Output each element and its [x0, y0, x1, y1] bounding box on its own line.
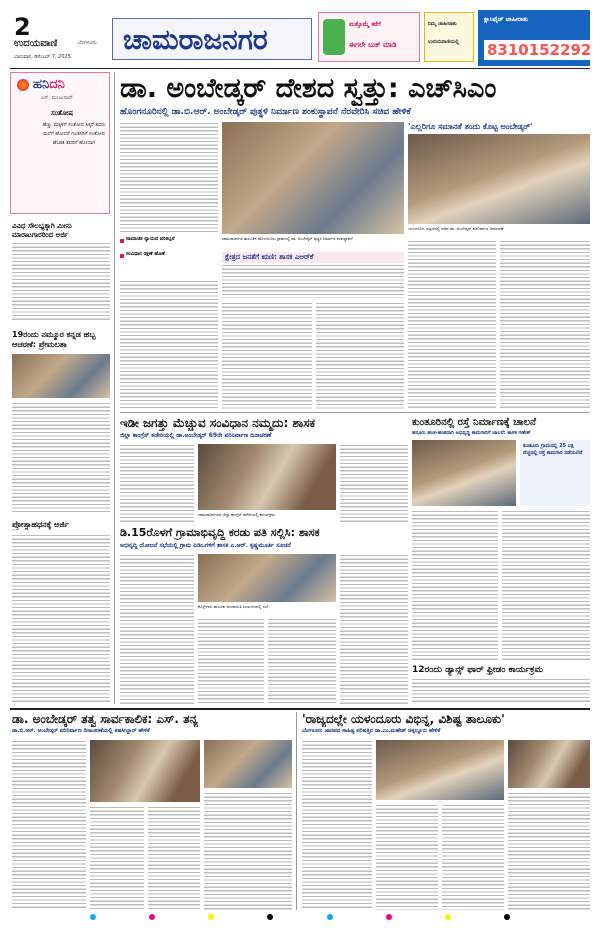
lead-box-head: ಕ್ಷೇತ್ರದ ಜನತೆಗೆ ಋಣಿ: ಶಾಸಕ ಎಆರ್‌ಕೆ — [222, 252, 404, 263]
road-subheadline: ಹನೂರು ಹಂತ-ಹಂತವಾಗಿ ಅಭಿವೃದ್ಧಿ ಕಾಮಗಾರಿಗೆ ಚಾಲನೆ: ಶಾಸಕ ಗಣೇಶ್ — [412, 430, 531, 436]
award-headline: 12ರಂದು ಡ್ಯಾನ್ಸ್ ಫಾರ್ ಫ್ರೀಡಂ ಕಾರ್ಯಕ್ರಮ — [412, 665, 544, 675]
bl-body-1 — [12, 740, 86, 910]
city: ಬೆಂಗಳೂರು — [78, 40, 97, 46]
mid-body-2 — [340, 444, 408, 522]
page-number: 2 — [14, 14, 31, 40]
bottom-left-sub: ಡಾ.ಬಿ.ಆರ್. ಅಂಬೇಡ್ಕರ್ ಪರಿನಿರ್ವಾಣ ದಿನಾಚರಣೆಯಲ್ಲಿ ತಹಸೀಲ್ದಾರ್ ಹೇಳಿಕೆ — [12, 728, 150, 734]
right-quote: 'ಎಲ್ಲರಿಗೂ ಸಮಾನತೆ ತಂದು ಕೊಟ್ಟ ಅಂಬೇಡ್ಕರ್' — [408, 122, 533, 131]
poem-title: ಸಂತೋಷ — [51, 109, 74, 117]
ad-box-2 — [424, 12, 474, 62]
bottom-left-headline: ಡಾ. ಅಂಬೇಡ್ಕರ್ ತತ್ವ ಸಾರ್ವಕಾಲಿಕ: ಎಸ್. ತನ್ಯ — [12, 712, 198, 726]
tax-caption: ಕೊಳ್ಳೇಗಾಲ ತಾಲೂಕು ಪಂಚಾಯಿತಿ ಸಭಾಂಗಣದಲ್ಲಿ ಸಭೆ — [198, 604, 268, 609]
tax-body-2 — [198, 618, 264, 704]
lead-photo — [222, 122, 404, 234]
right-body-1 — [408, 240, 496, 410]
left-h3: ಪ್ರೋತ್ಸಾಹಧನಕ್ಕೆ ಅರ್ಜಿ — [12, 520, 69, 529]
br-photo-2 — [508, 740, 590, 788]
paper-name: ಉದಯವಾಣಿ — [14, 38, 58, 49]
br-body-3 — [442, 804, 504, 910]
honey-brand — [33, 77, 65, 92]
bl-photo — [90, 740, 200, 802]
road-pullquote-text: ಕುಂತೂರು ಗ್ರಾಮದಲ್ಲಿ 25 ಲಕ್ಷ ವೆಚ್ಚದಲ್ಲಿ ರಸ್ತೆ ಕಾಮಗಾರಿ ನಡೆಯಲಿದೆ — [523, 443, 583, 456]
bottom-right-sub: ಬೆಂಗಳೂರು ಜಾನಪದ ಸಾಹಿತ್ಯ ಪರಿಷತ್ತಿನ ಡಾ.ಎಂ.ಮಹೇಶ್ ಚಿಕ್ಕಲ್ಲೂರು ಹೇಳಿಕೆ — [302, 728, 441, 734]
left-photo — [12, 354, 110, 398]
bottom-rule — [10, 708, 590, 710]
bl-body-4 — [204, 792, 292, 910]
ad-box-1 — [318, 12, 420, 62]
left-body-1 — [12, 242, 110, 320]
mid-subheadline: ಜಿಲ್ಲಾ ಕಾಂಗ್ರೆಸ್ ಕಚೇರಿಯಲ್ಲಿ ಡಾ.ಅಂಬೇಡ್ಕರ್ 69ನೇ ಪರಿನಿರ್ವಾಣ ದಿನಾಚರಣೆ — [120, 432, 272, 439]
lead-headline: ಡಾ. ಅಂಬೇಡ್ಕರ್ ದೇಶದ ಸ್ವತ್ತು: ಎಚ್‌ಸಿಎಂ — [120, 73, 497, 104]
lead-body-col3 — [222, 302, 312, 410]
left-h2: 19ರಂದು ನಮ್ಮೂರ ಕನ್ನಡ ಹಬ್ಬ ಆಚರಣೆ: ಪ್ರೇಮಲತಾ — [12, 330, 96, 349]
lead-body-col2 — [120, 280, 218, 410]
bottom-col-rule — [296, 712, 297, 910]
flower-icon — [17, 79, 29, 91]
brand-a: ಹನಿ — [33, 77, 50, 92]
road-pullquote — [520, 440, 590, 506]
mid-body-1 — [120, 444, 194, 522]
poem-text: ಹೆಣ್ಣು ಮಕ್ಕಳಿಗೆ ಸಂತೋಷ ಸಿಕ್ಕರೆ ತವರು ಮನೆಗೆ ಹೋದರೆ ಗಂಡಸರಿಗೆ ಸಂತೋಷ ಹೆಂಡತಿ ತವರಿಗೆ ಹೋದಾಗ — [42, 122, 106, 146]
tax-body-4 — [340, 554, 408, 704]
district-title: ಚಾಮರಾಜನಗರ — [123, 23, 268, 56]
lead-bullets — [120, 236, 218, 276]
right-body-2 — [500, 240, 590, 410]
bl-photo-2 — [204, 740, 292, 788]
lead-caption: ಚಾಮರಾಜನಗರ ತಾಲೂಕಿನ ಹೊಂಗನೂರು ಗ್ರಾಮದಲ್ಲಿ ಡಾ. ಅಂಬೇಡ್ಕರ್ ಪುತ್ಥಳಿ ನಿರ್ಮಾಣ ಶಂಕುಸ್ಥಾಪನೆ — [222, 236, 353, 241]
br-photo — [376, 740, 504, 800]
mid-caption: ಚಾಮರಾಜನಗರದ ಜಿಲ್ಲಾ ಕಾಂಗ್ರೆಸ್ ಕಚೇರಿಯಲ್ಲಿ ಕಾರ್ಯಕ್ರಮ — [198, 512, 276, 517]
road-body-2 — [502, 510, 590, 660]
registration-marks — [90, 914, 510, 922]
tax-subheadline: ಅಭಿವೃದ್ಧಿ ಯೋಜನೆ ಸಭೆಯಲ್ಲಿ ಗ್ರಾಮ ಪಿಡಿಒಗಳಿಗೆ ಶಾಸಕ ಎ.ಆರ್. ಕೃಷ್ಣಮೂರ್ತಿ ಸೂಚನೆ — [120, 542, 291, 549]
ad-phone-icon — [323, 19, 345, 55]
honey-author: ಎಸ್. ಮಂಜುನಾಥ್ — [41, 95, 73, 101]
district-banner — [112, 18, 312, 60]
award-body — [412, 678, 590, 704]
ad2-text: ನಿಮ್ಮ ಜಾಹೀರಾತು — [428, 21, 457, 27]
bl-body-3 — [148, 806, 200, 910]
br-body-2 — [376, 804, 438, 910]
ad2-text-2: ಉದಯವಾಣಿಯಲ್ಲಿ — [428, 39, 459, 45]
lead-box-body — [222, 264, 404, 298]
lead-bullet-2: ಸಂವಿಧಾನ ರಕ್ಷಣೆ ಹೊಣೆ — [126, 251, 165, 257]
mid-headline: ಇಡೀ ಜಗತ್ತು ಮೆಚ್ಚುವ ಸಂವಿಧಾನ ನಮ್ಮದು: ಶಾಸಕ — [120, 416, 316, 430]
tax-photo — [198, 554, 336, 602]
left-body-3 — [12, 534, 110, 702]
right-caption: ಯಳಂದೂರು ಪಟ್ಟಣದಲ್ಲಿ ನಡೆದ ಡಾ. ಅಂಬೇಡ್ಕರ್ ಪರಿನಿರ್ವಾಣ ದಿನಾಚರಣೆ — [408, 226, 504, 231]
brand-b: ದನಿ — [49, 77, 65, 92]
date: ಭಾನುವಾರ, ಡಿಸೆಂಬರ್ 7, 2025 — [14, 54, 71, 60]
road-headline: ಕುಂತೂರಿನಲ್ಲಿ ರಸ್ತೆ ನಿರ್ಮಾಣಕ್ಕೆ ಚಾಲನೆ — [412, 417, 537, 428]
tax-body-3 — [268, 618, 336, 704]
left-col-rule — [114, 72, 115, 704]
lead-body-col1 — [120, 122, 218, 232]
masthead-rule — [10, 68, 590, 69]
lead-subheadline: ಹೊಂಗನೂರಿನಲ್ಲಿ ಡಾ.ಬಿ.ಆರ್. ಅಂಬೇಡ್ಕರ್ ಪುತ್ಥಳಿ ನಿರ್ಮಾಣ ಶಂಕುಸ್ಥಾಪನೆ ನೆರವೇರಿಸಿ ಸಚಿವ ಹೇಳಿಕೆ — [120, 107, 411, 117]
honey-dani-box — [10, 72, 110, 214]
left-body-2 — [12, 402, 110, 512]
right-photo — [408, 134, 590, 224]
bottom-right-headline: 'ರಾಜ್ಯದಲ್ಲೇ ಯಳಂದೂರು ವಿಭಿನ್ನ, ವಿಶಿಷ್ಟ ತಾಲೂಕು' — [302, 712, 505, 726]
mid-photo — [198, 444, 336, 510]
br-body-1 — [302, 740, 372, 910]
road-photo — [412, 440, 516, 506]
bl-body-2 — [90, 806, 144, 910]
tax-body-1 — [120, 554, 194, 704]
bullet-icon — [120, 239, 124, 243]
left-h1: ವಿವಿಧ ಸೌಲಭ್ಯಕ್ಕಾಗಿ ಮೀನು ಮಾರಾಟಗಾರರಿಂದ ಅರ್ಜಿ — [12, 222, 72, 239]
masthead — [0, 0, 600, 72]
ad1-text-2: ಈಗಲೇ ಬುಕ್ ಮಾಡಿ — [349, 41, 397, 49]
bullet-icon-2 — [120, 254, 124, 258]
br-body-4 — [508, 792, 590, 910]
lead-bullet-1: ಸಾಮಾಜಿಕ ನ್ಯಾಯದ ಪರಿಕಲ್ಪನೆ — [126, 236, 175, 242]
ad-phone: 8310152292 — [484, 40, 594, 60]
ad-box-3 — [478, 10, 590, 66]
lead-body-col4 — [316, 302, 404, 410]
ad3-text: ಕ್ಲಾಸಿಫೈಡ್ ಜಾಹೀರಾತು — [484, 16, 529, 23]
mid-rule — [120, 412, 590, 413]
ad1-text: ಮತ್ತೊಮ್ಮೆ ಕರೆಗೆ — [349, 21, 381, 28]
road-body-1 — [412, 510, 498, 660]
tax-headline: ಡಿ.15ರೊಳಗೆ ಗ್ರಾಮಾಭಿವೃದ್ಧಿ ಕರಡು ಪತಿ ಸಲ್ಲಿಸಿ: ಶಾಸಕ — [120, 526, 320, 539]
